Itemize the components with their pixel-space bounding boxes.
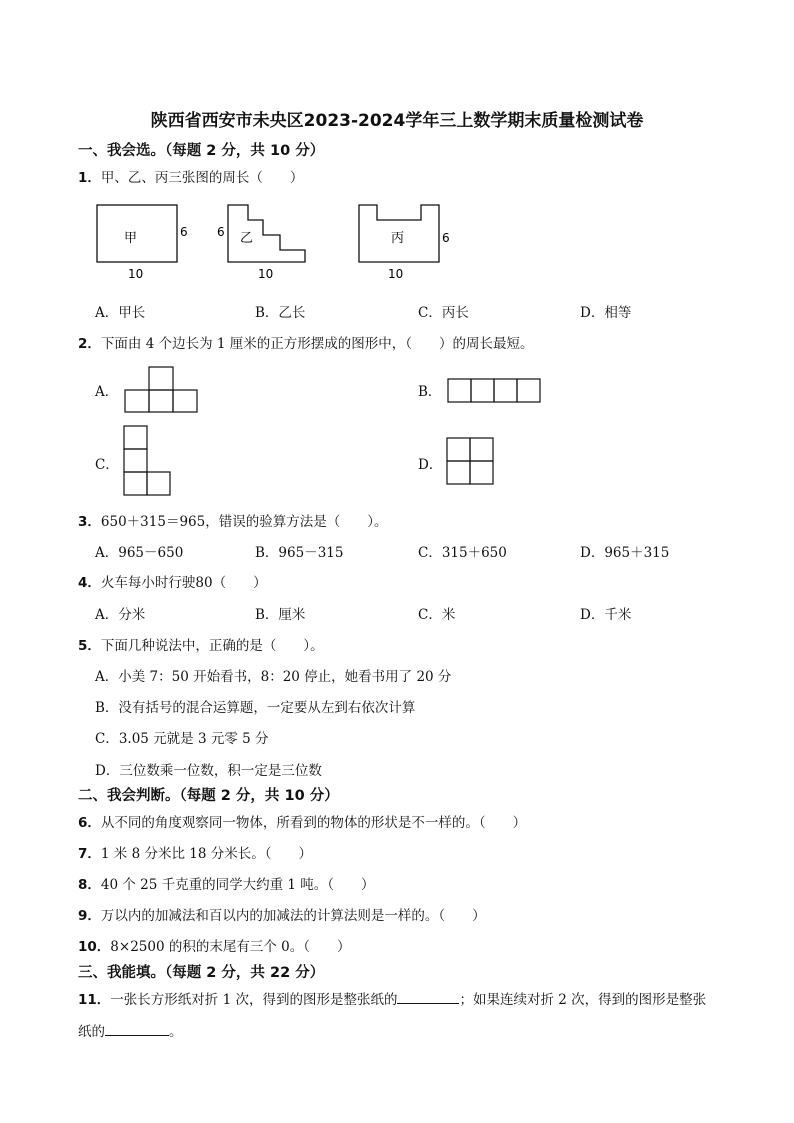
question-text: 万以内的加减法和百以内的加减法的计算法则是一样的。（ ） (100, 908, 486, 924)
question-11 (78, 988, 706, 1008)
figure-jia-label: 甲 (124, 231, 138, 246)
question-number: 9． (78, 908, 101, 924)
figure-bing-side: 6 (442, 231, 450, 245)
q3-option-c: C．315＋650 (418, 545, 507, 561)
question-text-part2: ；如果连续对折 2 次，得到的图形是整张 (459, 992, 707, 1008)
figure-bing-label: 丙 (391, 231, 405, 246)
question-text-part1: 一张长方形纸对折 1 次，得到的图形是整张纸的 (110, 992, 398, 1008)
question-text: 火车每小时行驶80（ ） (100, 575, 267, 591)
question-text: 8×2500 的积的末尾有三个 0。（ ） (110, 939, 351, 955)
q1-option-d: D．相等 (580, 305, 632, 321)
q5-option-c: C．3.05 元就是 3 元零 5 分 (95, 731, 269, 747)
q2-option-d-label: D． (418, 457, 443, 473)
question-9 (78, 904, 486, 924)
q3-option-d: D．965＋315 (580, 545, 670, 561)
q5-option-d: D．三位数乘一位数，积一定是三位数 (95, 763, 322, 779)
figure-bing-base: 10 (388, 267, 404, 281)
question-text-part3: 纸的 (78, 1024, 105, 1040)
q4-option-b: B．厘米 (255, 607, 306, 623)
q4-option-d: D．千米 (580, 607, 632, 623)
page-title: 陕西省西安市未央区2023-2024学年三上数学期末质量检测试卷 (150, 111, 644, 131)
q2-option-a-label: A． (95, 384, 119, 400)
section-3-heading: 三、我能填。（每题 2 分，共 22 分） (78, 965, 325, 981)
q2-shape-b (447, 378, 542, 404)
q1-figures (90, 196, 470, 284)
figure-jia-base: 10 (128, 267, 144, 281)
q1-option-b: B．乙长 (255, 305, 306, 321)
answer-blank-1[interactable] (397, 989, 459, 1004)
question-8 (78, 873, 375, 893)
section-1-heading: 一、我会选。（每题 2 分，共 10 分） (78, 143, 325, 159)
question-10 (78, 935, 350, 955)
question-number: 5． (78, 638, 101, 654)
section-2-heading: 二、我会判断。（每题 2 分，共 10 分） (78, 788, 339, 804)
q3-option-b: B．965－315 (255, 545, 344, 561)
figure-yi-side: 6 (217, 225, 225, 239)
question-text: 1 米 8 分米比 18 分米长。（ ） (100, 846, 312, 862)
question-7 (78, 842, 312, 862)
question-text: 下面几种说法中，正确的是（ ）。 (100, 638, 324, 654)
question-number: 7． (78, 846, 101, 862)
q4-option-a: A．分米 (95, 607, 146, 623)
question-text: 从不同的角度观察同一物体，所看到的物体的形状是不一样的。（ ） (100, 815, 527, 831)
q1-option-a: A．甲长 (95, 305, 146, 321)
figure-jia-side: 6 (180, 225, 188, 239)
q2-shape-c (123, 425, 173, 497)
question-text: 下面由 4 个边长为 1 厘米的正方形摆成的图形中，（ ）的周长最短。 (100, 336, 534, 352)
q2-shape-d (446, 437, 496, 487)
question-number: 8． (78, 877, 101, 893)
figure-yi-label: 乙 (240, 231, 254, 246)
q5-option-b: B．没有括号的混合运算题，一定要从左到右依次计算 (95, 700, 416, 716)
question-number: 6． (78, 815, 101, 831)
question-text: 甲、乙、丙三张图的周长（ ） (100, 170, 304, 186)
answer-blank-2[interactable] (105, 1021, 169, 1036)
q4-option-c: C．米 (418, 607, 456, 623)
question-number: 2． (78, 336, 101, 352)
q2-option-b-label: B． (418, 384, 442, 400)
question-text-part4: 。 (169, 1024, 183, 1040)
q2-option-c-label: C． (95, 457, 119, 473)
question-11-continued (78, 1020, 183, 1040)
question-number: 11． (78, 992, 111, 1008)
question-6 (78, 811, 526, 831)
question-1 (78, 166, 303, 186)
question-number: 3． (78, 514, 101, 530)
q2-shape-a (124, 366, 199, 414)
question-number: 1． (78, 170, 101, 186)
question-2 (78, 332, 534, 352)
question-text: 650＋315＝965，错误的验算方法是（ ）。 (100, 514, 388, 530)
question-text: 40 个 25 千克重的同学大约重 1 吨。（ ） (100, 877, 375, 893)
question-5 (78, 634, 324, 654)
question-4 (78, 571, 267, 591)
figure-yi-base: 10 (258, 267, 274, 281)
question-3 (78, 510, 387, 530)
question-number: 4． (78, 575, 101, 591)
q1-option-c: C．丙长 (418, 305, 469, 321)
question-number: 10． (78, 939, 111, 955)
q3-option-a: A．965－650 (95, 545, 184, 561)
q5-option-a: A．小美 7：50 开始看书，8：20 停止，她看书用了 20 分 (95, 669, 452, 685)
